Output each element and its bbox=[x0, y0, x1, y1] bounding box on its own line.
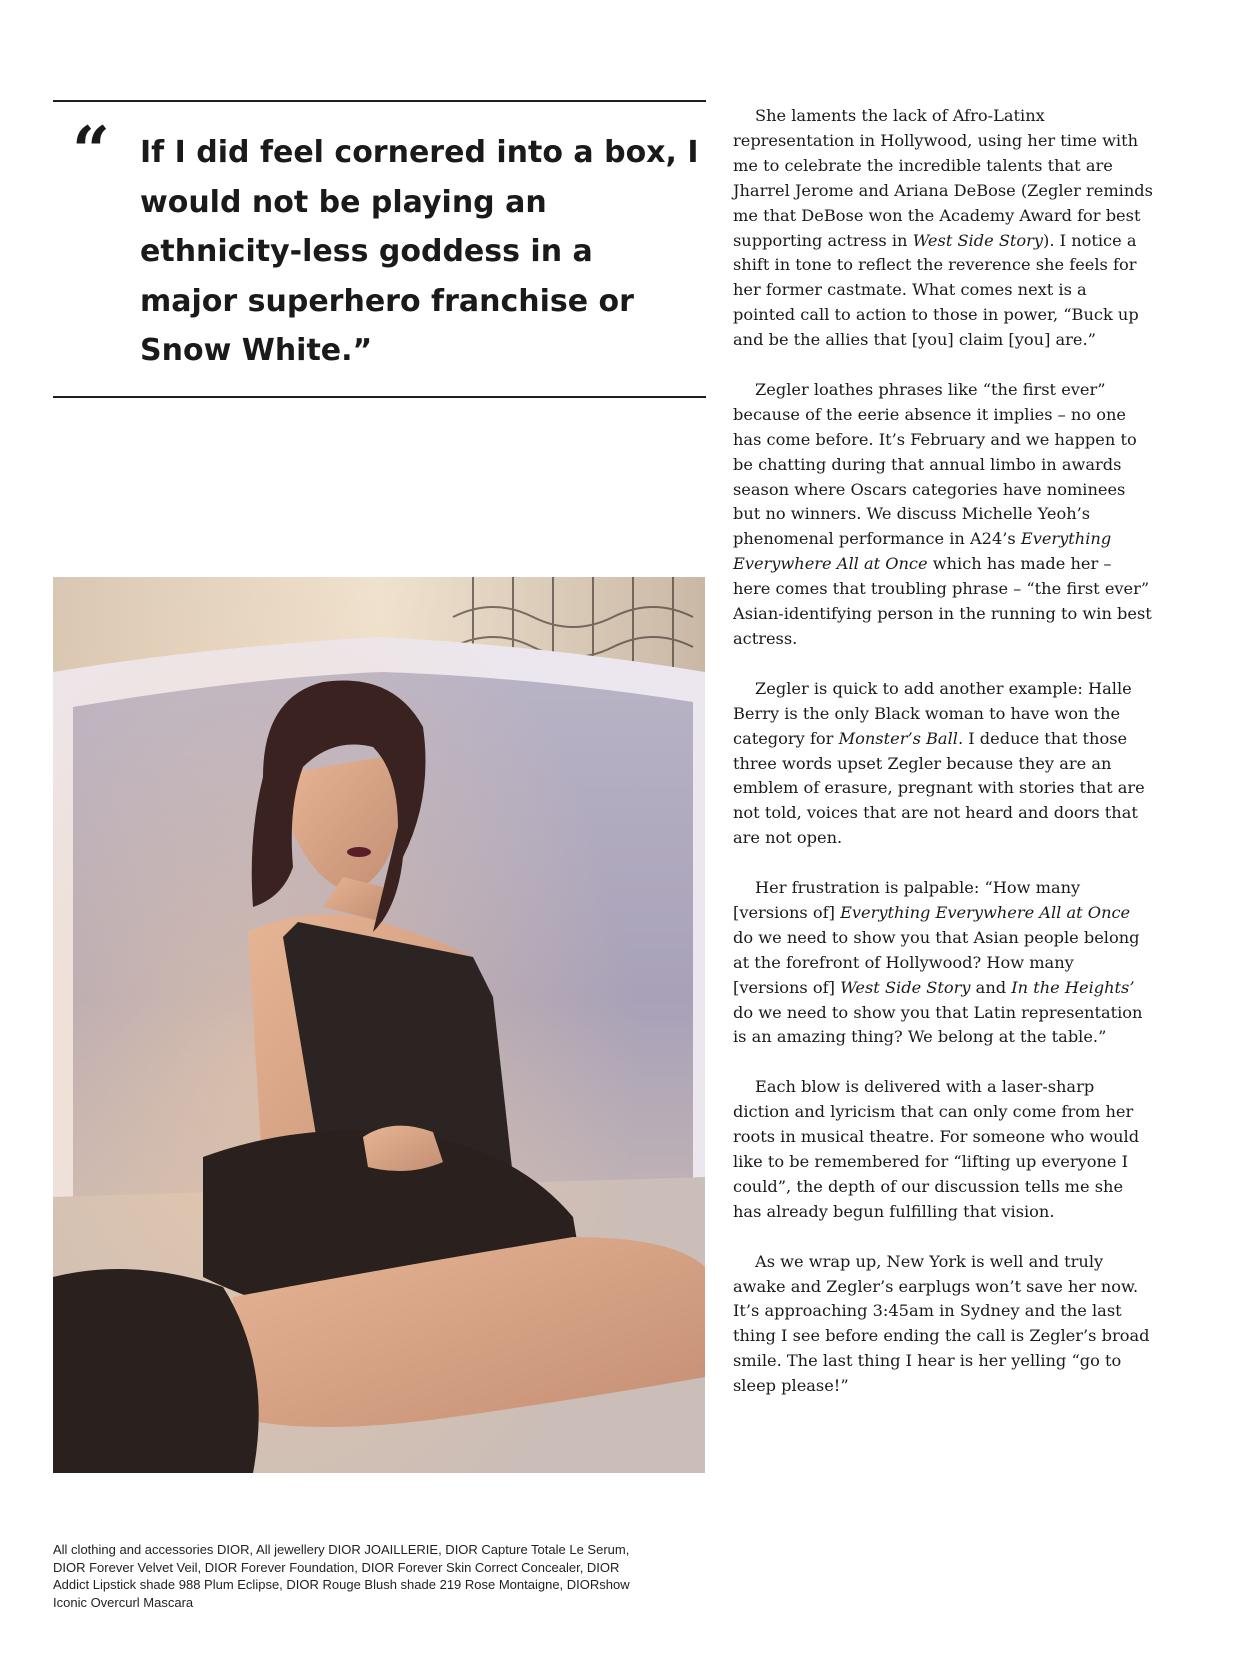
portrait-illustration bbox=[53, 577, 705, 1473]
paragraph: She laments the lack of Afro-Latinx representation in Hollywood, using her time with me to celebrate the incredible talents that are Jharrel Jerome and Ariana DeBose (Zegler reminds me that DeBose won the Academy Award for best supporting actress in West Side Story). I notice a shift in tone to reflect the reverence she feels for her former castmate. What comes next is a pointed call to action to those in power, “Buck up and be the allies that [you] claim [you] are.” bbox=[733, 106, 1153, 350]
pull-quote-top-rule bbox=[53, 100, 706, 102]
paragraph: As we wrap up, New York is well and truly awake and Zegler’s earplugs won’t save her now. It’s approaching 3:45am in Sydney and the last thing I see before ending the call is Zegler’s broad smile. The last thing I hear is her yelling “go to sleep please!” bbox=[733, 1251, 1150, 1396]
paragraph: Zegler is quick to add another example: Halle Berry is the only Black woman to have won the category for Monster’s Ball. I deduce that those three words upset Zegler because they are an emblem of erasure, pregnant with stories that are not told, voices that are not heard and doors that are not open. bbox=[733, 678, 1145, 848]
article-body bbox=[733, 104, 1153, 1424]
paragraph: Zegler loathes phrases like “the first ever” because of the eerie absence it implies – no one has come before. It’s February and we happen to be chatting during that annual limbo in awards season where Oscars categories have nominees but no winners. We discuss Michelle Yeoh’s phenomenal performance in A24’s Everything Everywhere All at Once which has made her – here comes that troubling phrase – “the first ever” Asian-identifying person in the running to win best actress. bbox=[733, 379, 1152, 649]
pull-quote: If I did feel cornered into a box, I would not be playing an ethnicity-less goddess in a major superhero franchise or Snow White.” bbox=[140, 135, 699, 368]
paragraph: Her frustration is palpable: “How many [versions of] Everything Everywhere All at Once do we need to show you that Asian people belong at the forefront of Hollywood? How many [versions of] West Side Story and In the Heights’ do we need to show you that Latin representation is an amazing thing? We belong at the table.” bbox=[733, 878, 1143, 1047]
portrait-photo bbox=[53, 577, 705, 1473]
quote-mark-icon: “ bbox=[72, 112, 106, 190]
product-credits: All clothing and accessories DIOR, All jewellery DIOR JOAILLERIE, DIOR Capture Totale Le Serum, DIOR Forever Velvet Veil, DIOR Forever Foundation, DIOR Forever Skin Correct Concealer, DIOR Addict Lipstick shade 988 Plum Eclipse, DIOR Rouge Blush shade 219 Rose Montaigne, DIORshow Iconic Overcurl Mascara bbox=[53, 1542, 630, 1610]
pull-quote-bottom-rule bbox=[53, 396, 706, 398]
paragraph: Each blow is delivered with a laser-sharp diction and lyricism that can only come from her roots in musical theatre. For someone who would like to be remembered for “lifting up everyone I could”, the depth of our discussion tells me she has already begun fulfilling that vision. bbox=[733, 1077, 1140, 1221]
